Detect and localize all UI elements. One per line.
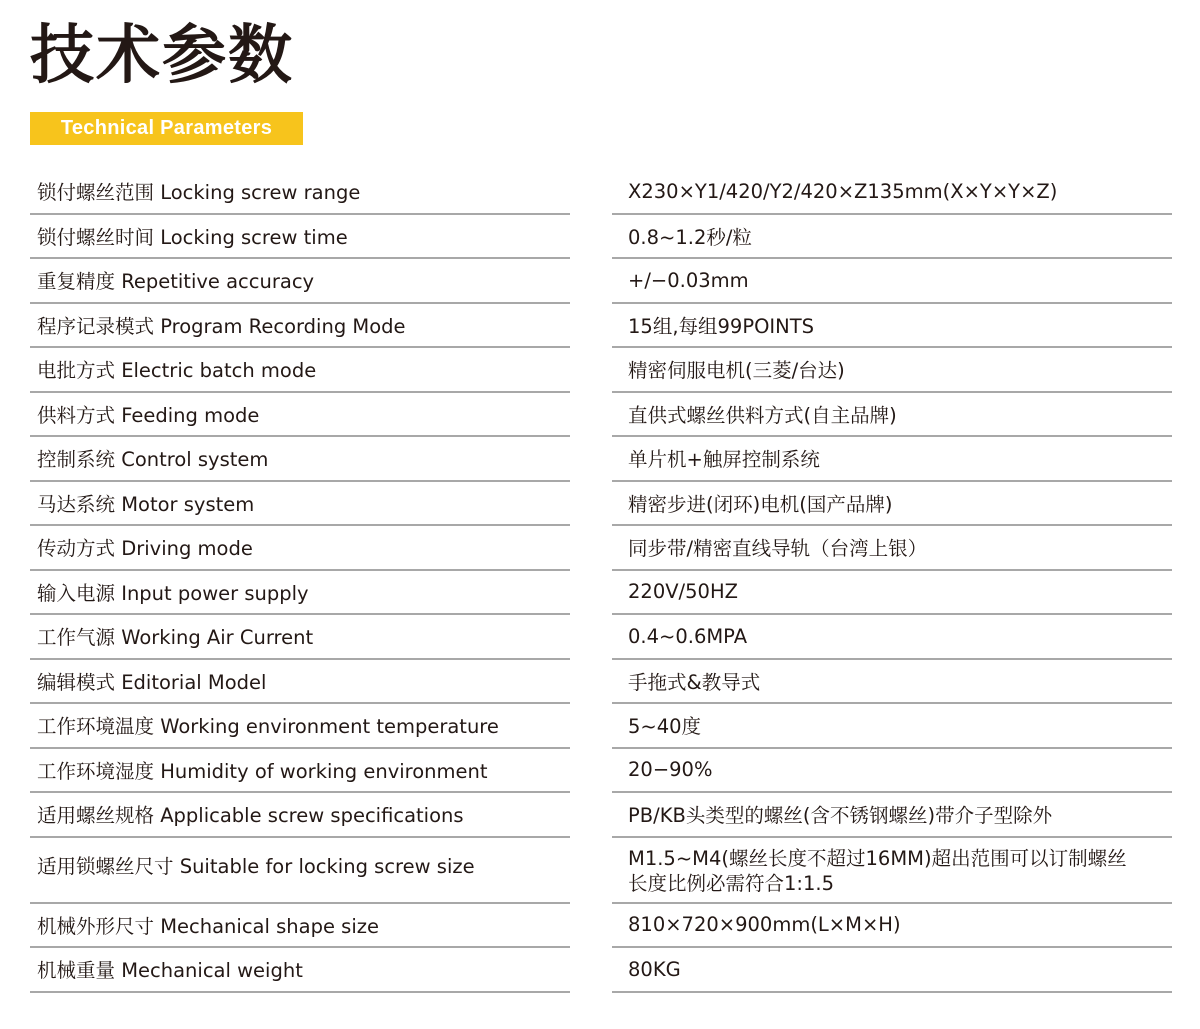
- section-subtitle-badge: Technical Parameters: [30, 112, 303, 145]
- spec-value: 810×720×900mm(L×M×H): [612, 904, 1172, 949]
- spec-value: 手拖式&教导式: [612, 660, 1172, 705]
- spec-label: 锁付螺丝范围 Locking screw range: [30, 170, 570, 215]
- spec-value: 80KG: [612, 948, 1172, 993]
- spec-row: [30, 571, 1172, 616]
- spec-value: 精密伺服电机(三菱/台达): [612, 348, 1172, 393]
- spec-label: 工作环境湿度 Humidity of working environment: [30, 749, 570, 794]
- spec-row: [30, 749, 1172, 794]
- spec-value: 单片机+触屏控制系统: [612, 437, 1172, 482]
- spec-label: 供料方式 Feeding mode: [30, 393, 570, 438]
- spec-label: 电批方式 Electric batch mode: [30, 348, 570, 393]
- spec-value: 15组,每组99POINTS: [612, 304, 1172, 349]
- spec-row: [30, 437, 1172, 482]
- spec-row: [30, 838, 1172, 904]
- spec-value: PB/KB头类型的螺丝(含不锈钢螺丝)带介子型除外: [612, 793, 1172, 838]
- spec-value: 5~40度: [612, 704, 1172, 749]
- spec-label: 重复精度 Repetitive accuracy: [30, 259, 570, 304]
- spec-label: 控制系统 Control system: [30, 437, 570, 482]
- spec-label: 编辑模式 Editorial Model: [30, 660, 570, 705]
- spec-row: [30, 526, 1172, 571]
- spec-row: [30, 482, 1172, 527]
- spec-label: 工作气源 Working Air Current: [30, 615, 570, 660]
- spec-row: [30, 304, 1172, 349]
- spec-label: 马达系统 Motor system: [30, 482, 570, 527]
- spec-row: [30, 704, 1172, 749]
- spec-label: 输入电源 Input power supply: [30, 571, 570, 616]
- spec-row: [30, 215, 1172, 260]
- spec-value: 0.8~1.2秒/粒: [612, 215, 1172, 260]
- spec-label: 适用锁螺丝尺寸 Suitable for locking screw size: [30, 838, 570, 904]
- page-title: 技术参数: [30, 19, 294, 93]
- spec-row: [30, 948, 1172, 993]
- spec-value: +/−0.03mm: [612, 259, 1172, 304]
- spec-label: 传动方式 Driving mode: [30, 526, 570, 571]
- spec-value: 直供式螺丝供料方式(自主品牌): [612, 393, 1172, 438]
- spec-label: 锁付螺丝时间 Locking screw time: [30, 215, 570, 260]
- spec-row: [30, 904, 1172, 949]
- spec-label: 机械外形尺寸 Mechanical shape size: [30, 904, 570, 949]
- spec-row: [30, 170, 1172, 215]
- spec-row: [30, 615, 1172, 660]
- spec-value: M1.5~M4(螺丝长度不超过16MM)超出范围可以订制螺丝长度比例必需符合1:1.5: [612, 838, 1172, 904]
- spec-table: [30, 170, 1172, 993]
- spec-label: 工作环境温度 Working environment temperature: [30, 704, 570, 749]
- spec-label: 程序记录模式 Program Recording Mode: [30, 304, 570, 349]
- spec-row: [30, 259, 1172, 304]
- spec-label: 机械重量 Mechanical weight: [30, 948, 570, 993]
- spec-value: X230×Y1/420/Y2/420×Z135mm(X×Y×Y×Z): [612, 170, 1172, 215]
- spec-value: 20−90%: [612, 749, 1172, 794]
- spec-row: [30, 348, 1172, 393]
- spec-value: 同步带/精密直线导轨（台湾上银）: [612, 526, 1172, 571]
- spec-label: 适用螺丝规格 Applicable screw specifications: [30, 793, 570, 838]
- spec-value: 精密步进(闭环)电机(国产品牌): [612, 482, 1172, 527]
- spec-value: 0.4~0.6MPA: [612, 615, 1172, 660]
- spec-row: [30, 793, 1172, 838]
- spec-row: [30, 393, 1172, 438]
- spec-value: 220V/50HZ: [612, 571, 1172, 616]
- spec-row: [30, 660, 1172, 705]
